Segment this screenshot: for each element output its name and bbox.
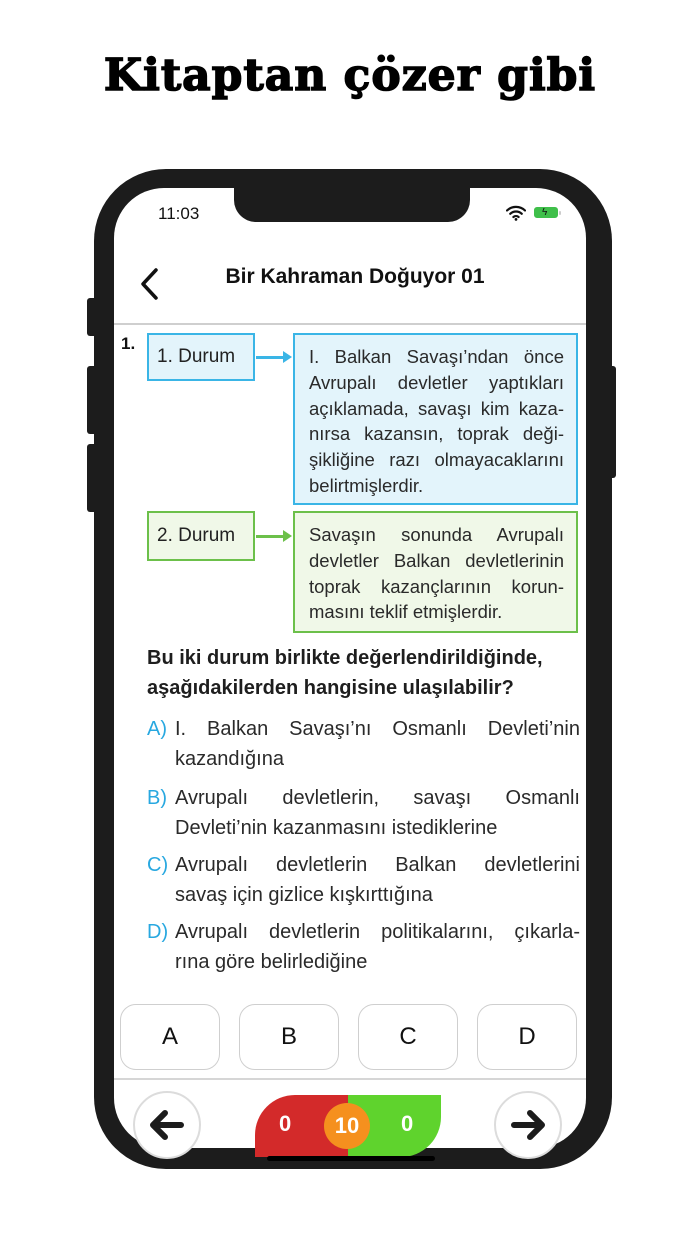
situation-2-text	[293, 511, 578, 633]
option-text: kazandığına	[175, 748, 284, 770]
total-question-count: 10	[324, 1103, 370, 1149]
wrong-count: 0	[279, 1111, 292, 1136]
phone-notch	[234, 188, 470, 222]
previous-question-button[interactable]	[133, 1091, 201, 1159]
arrow-right-icon	[256, 535, 286, 538]
answer-button-c[interactable]: C	[358, 1004, 458, 1070]
question-prompt: Bu iki durum birlikte değerlendirildiğinde, aşağıdakilerden hangisine ulaşılabilir?	[147, 647, 543, 699]
option-text: Avrupalı devletlerin politikalarını, çıkarla-	[175, 921, 580, 943]
text-line: Avrupalı devletler yaptıkları	[309, 371, 564, 393]
situation-1-text	[293, 333, 578, 505]
arrow-left-icon	[147, 1108, 187, 1142]
text-line: şikliğine razı olmayacaklarını	[309, 449, 564, 471]
option-letter: A)	[147, 718, 167, 740]
option-text: Devleti’nin kazanmasını istediklerine	[175, 817, 498, 839]
option-letter: C)	[147, 854, 169, 876]
battery-charging-icon: ϟ	[534, 207, 558, 218]
text-line: I. Balkan Savaşı’ndan önce	[309, 346, 564, 367]
option-text: I. Balkan Savaşı’nı Osmanlı Devleti’nin	[175, 718, 580, 740]
answer-button-a[interactable]: A	[120, 1004, 220, 1070]
next-question-button[interactable]	[494, 1091, 562, 1159]
option-b	[147, 783, 580, 843]
promo-headline: Kitaptan çözer gibi	[103, 50, 597, 101]
question-number: 1.	[121, 334, 136, 353]
answer-button-d[interactable]: D	[477, 1004, 577, 1070]
arrow-right-icon	[508, 1108, 548, 1142]
option-text: Avrupalı devletlerin Balkan devletlerini	[175, 854, 580, 876]
option-text: savaş için gizlice kışkırttığına	[175, 884, 433, 906]
option-d	[147, 917, 580, 977]
back-button[interactable]	[136, 266, 162, 302]
answer-button-b[interactable]: B	[239, 1004, 339, 1070]
situation-2-label: 2. Durum	[147, 511, 255, 561]
text-line: devletler Balkan devletlerinin	[309, 549, 564, 571]
option-text: rına göre belirlediğine	[175, 951, 368, 973]
footer-divider	[114, 1078, 586, 1080]
arrow-right-icon	[256, 356, 286, 359]
text-line: masını teklif etmişlerdir.	[309, 601, 503, 623]
text-line: açıklamada, savaşı kim kaza-	[309, 397, 564, 419]
text-line: nırsa kazansın, toprak deği-	[309, 423, 564, 445]
option-c	[147, 850, 580, 910]
score-indicator	[255, 1095, 441, 1157]
text-line: toprak kazançlarının korun-	[309, 575, 564, 597]
header-divider	[114, 323, 586, 325]
text-line: belirtmişlerdir.	[309, 474, 424, 496]
option-letter: B)	[147, 787, 167, 809]
option-a	[147, 714, 580, 774]
wifi-icon	[506, 205, 526, 221]
page-title: Bir Kahraman Doğuyor 01	[225, 265, 485, 288]
home-indicator[interactable]	[267, 1156, 435, 1161]
text-line: Savaşın sonunda Avrupalı	[309, 524, 564, 545]
option-text: Avrupalı devletlerin, savaşı Osmanlı	[175, 787, 580, 809]
status-time: 11:03	[158, 204, 200, 223]
correct-count: 0	[401, 1111, 414, 1136]
situation-1-label: 1. Durum	[147, 333, 255, 381]
option-letter: D)	[147, 921, 169, 943]
